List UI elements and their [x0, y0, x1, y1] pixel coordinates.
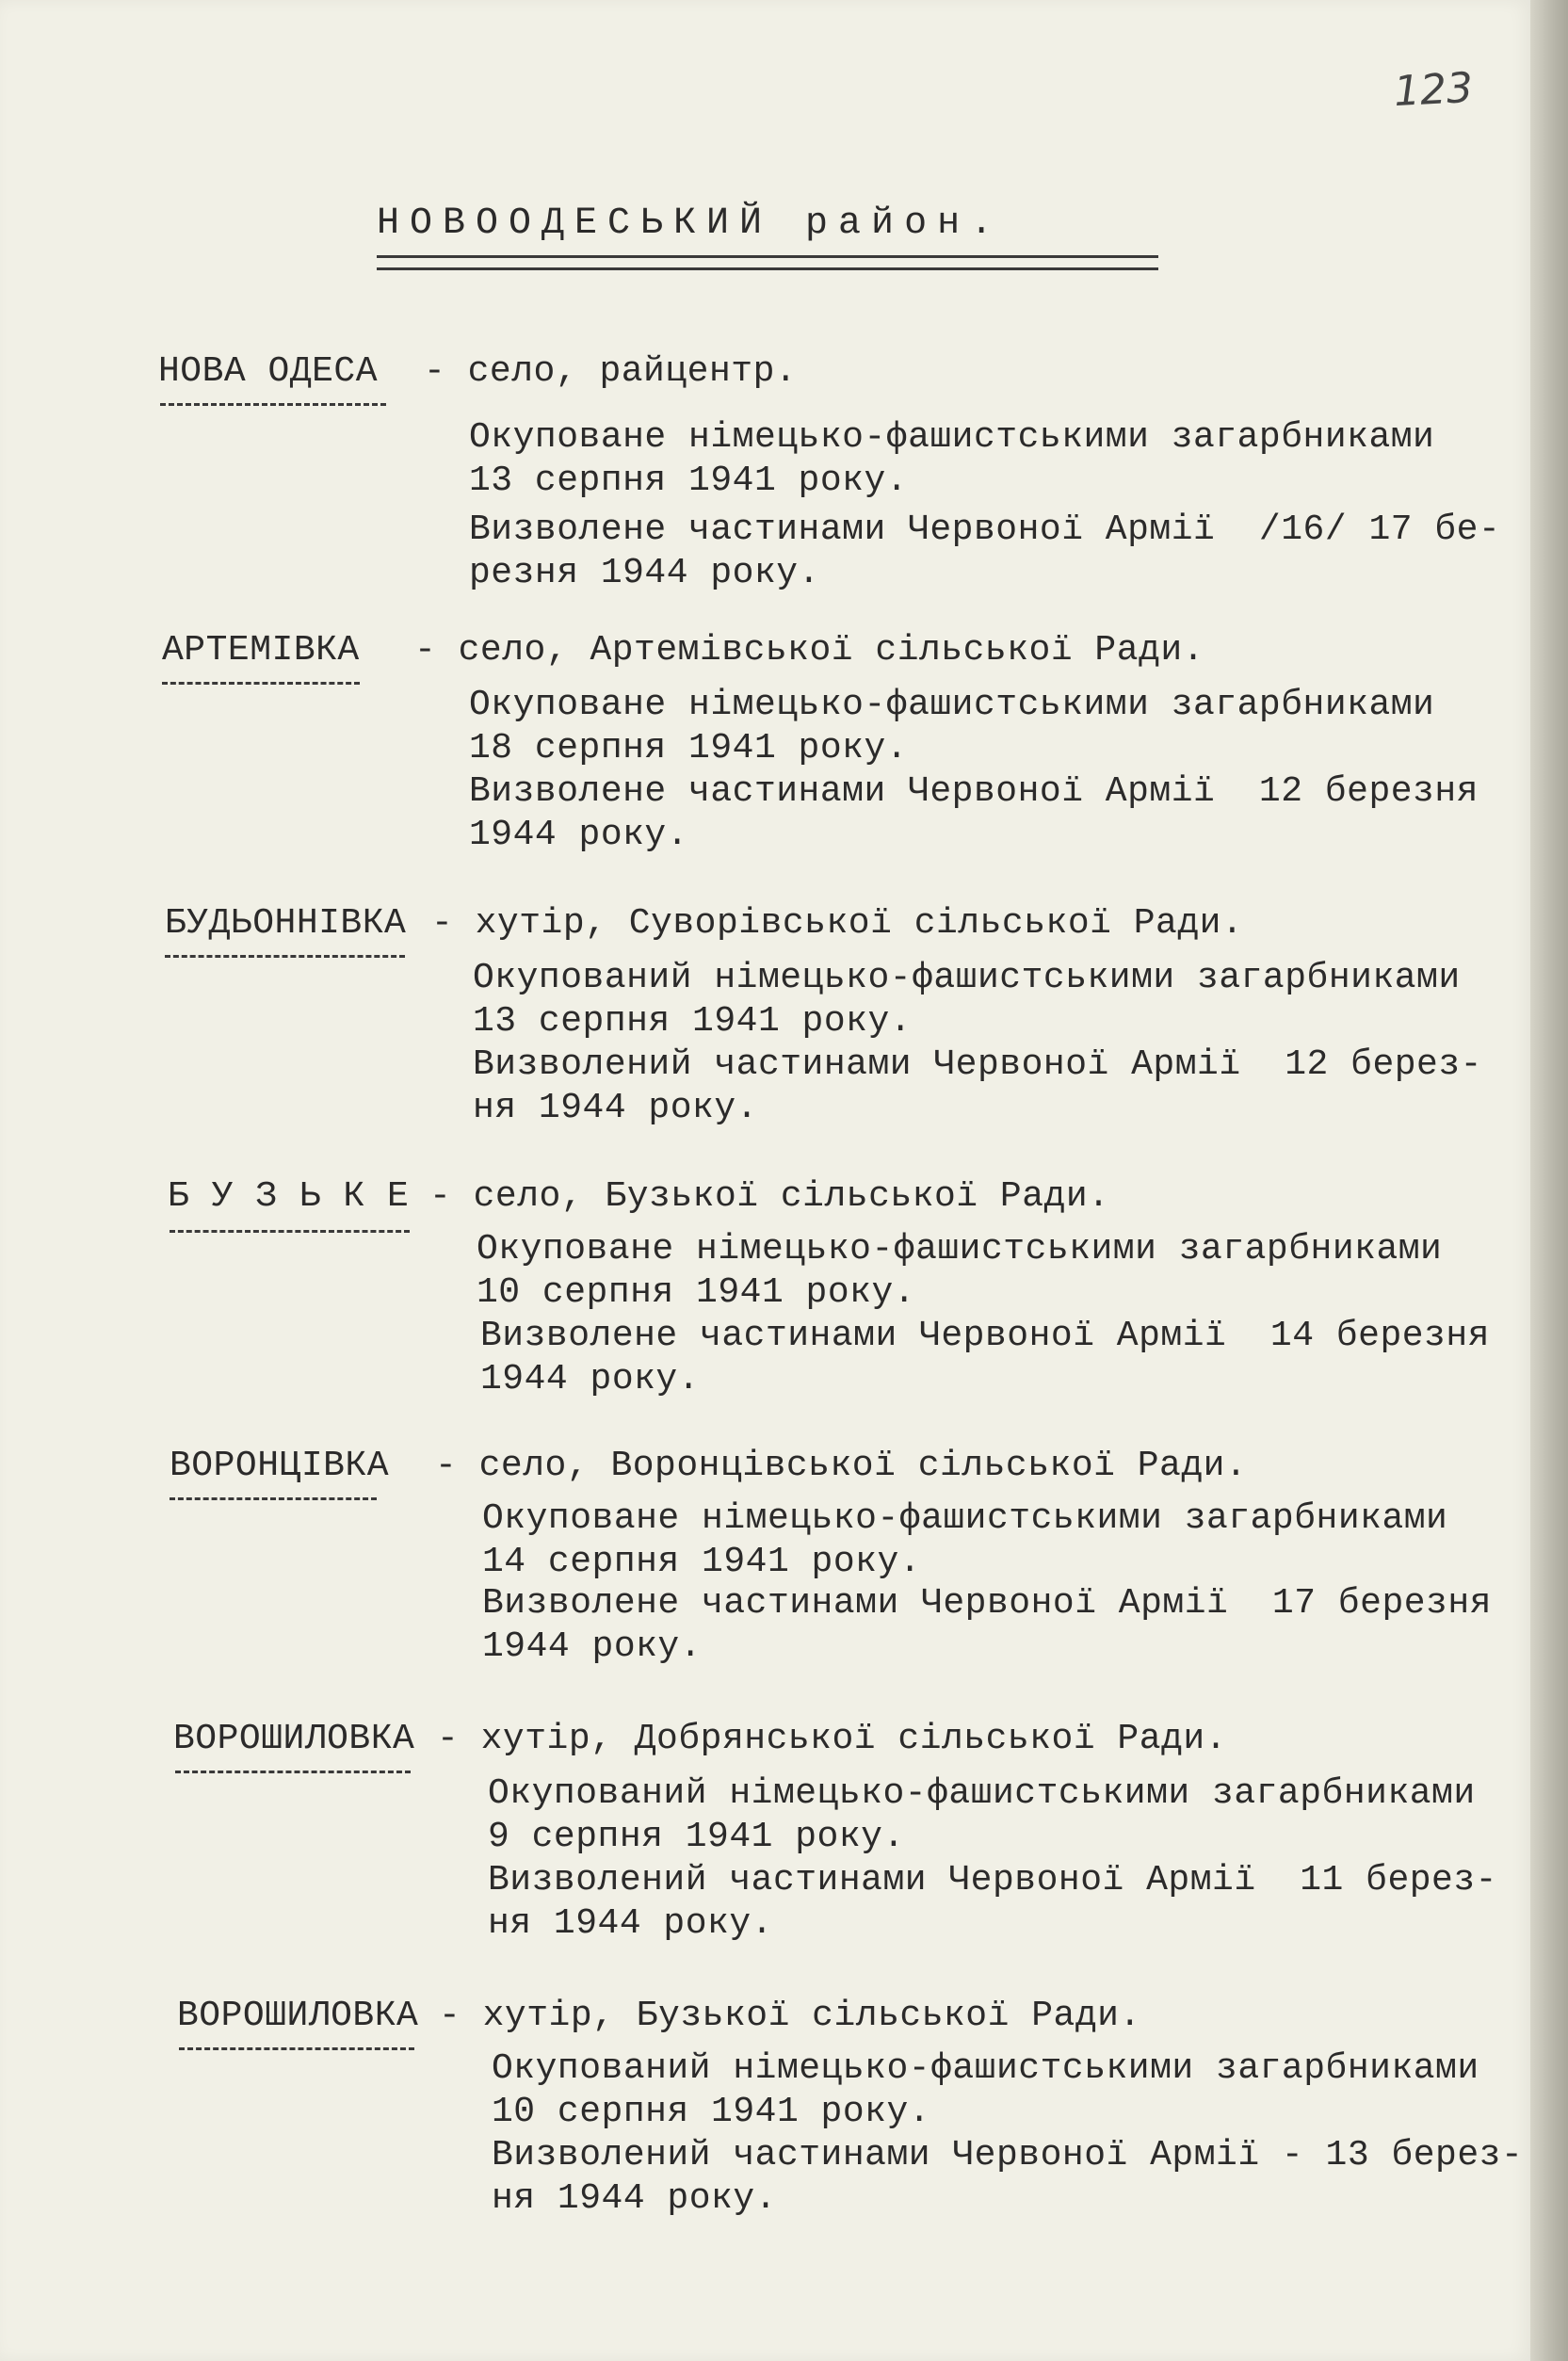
entry-description: хутір, Добрянської сільської Ради. [480, 1719, 1227, 1759]
entry-occupied: Окупований німецько-фашистськими загарбниками 13 серпня 1941 року. [473, 958, 1461, 1042]
entry-name-underline [160, 396, 386, 406]
entry-name-underline [162, 674, 360, 685]
entry-name: ВОРОНЦІВКА [170, 1446, 390, 1486]
entry-name: НОВА ОДЕСА [158, 351, 379, 392]
entry-name: БУДЬОННІВКА [165, 903, 407, 944]
page-edge-shadow [1530, 0, 1568, 2361]
entry-dash: - [437, 1719, 460, 1759]
entry-name-underline [179, 2040, 414, 2050]
entry-liberated: Визволене частинами Червоної Армії /16/ 17 бе- резня 1944 року. [469, 509, 1501, 593]
entry-occupied: Окуповане німецько-фашистськими загарбниками 18 серпня 1941 року. [469, 685, 1435, 768]
entry-description: село, райцентр. [467, 351, 798, 392]
entry-liberated: Визволене частинами Червоної Армії 17 березня 1944 року. [482, 1583, 1492, 1667]
entry-liberated: Визволений частинами Червоної Армії 12 берез- ня 1944 року. [473, 1044, 1482, 1128]
entry-dash: - [414, 630, 437, 671]
title-block [377, 202, 1224, 270]
entry-name-underline [170, 1222, 410, 1233]
entry-description: село, Бузької сільської Ради. [473, 1176, 1110, 1217]
title-double-underline [377, 255, 1158, 270]
entry-name-underline [170, 1490, 377, 1500]
entry-name-underline [165, 947, 405, 958]
entry-liberated: Визволений частинами Червоної Армії - 13 берез- ня 1944 року. [492, 2135, 1524, 2219]
entry-description: село, Воронцівської сільської Ради. [478, 1446, 1248, 1486]
entry-name: ВОРОШИЛОВКА [173, 1719, 415, 1759]
entry-liberated: Визволене частинами Червоної Армії 12 березня 1944 року. [469, 771, 1479, 855]
entry-name-underline [175, 1763, 411, 1773]
entry-occupied: Окуповане німецько-фашистськими загарбниками 13 серпня 1941 року. [469, 417, 1435, 501]
entry-description: хутір, Суворівської сільської Ради. [475, 903, 1244, 944]
entry-occupied: Окуповане німецько-фашистськими загарбниками 10 серпня 1941 року. [477, 1229, 1443, 1313]
entry-dash: - [429, 1176, 452, 1217]
entry-name: ВОРОШИЛОВКА [177, 1996, 419, 2036]
entry-dash: - [424, 351, 446, 392]
entry-occupied: Окупований німецько-фашистськими загарбниками 9 серпня 1941 року. [488, 1773, 1476, 1857]
entry-dash: - [431, 903, 454, 944]
entry-description: село, Артемівської сільської Ради. [458, 630, 1204, 671]
entry-occupied: Окуповане німецько-фашистськими загарбниками 14 серпня 1941 року. [482, 1498, 1448, 1582]
entry-liberated: Визволений частинами Червоної Армії 11 берез- ня 1944 року. [488, 1860, 1497, 1944]
page-number: 123 [1392, 63, 1475, 117]
entry-description: хутір, Бузької сільської Ради. [482, 1996, 1141, 2036]
page-title: НОВООДЕСЬКИЙ район. [377, 202, 1004, 245]
entry-name: Б У З Ь К Е [168, 1176, 410, 1217]
entry-dash: - [435, 1446, 458, 1486]
entry-name: АРТЕМІВКА [162, 630, 360, 671]
entry-liberated: Визволене частинами Червоної Армії 14 березня 1944 року. [480, 1316, 1490, 1399]
entry-dash: - [439, 1996, 461, 2036]
entry-occupied: Окупований німецько-фашистськими загарбниками 10 серпня 1941 року. [492, 2048, 1479, 2132]
